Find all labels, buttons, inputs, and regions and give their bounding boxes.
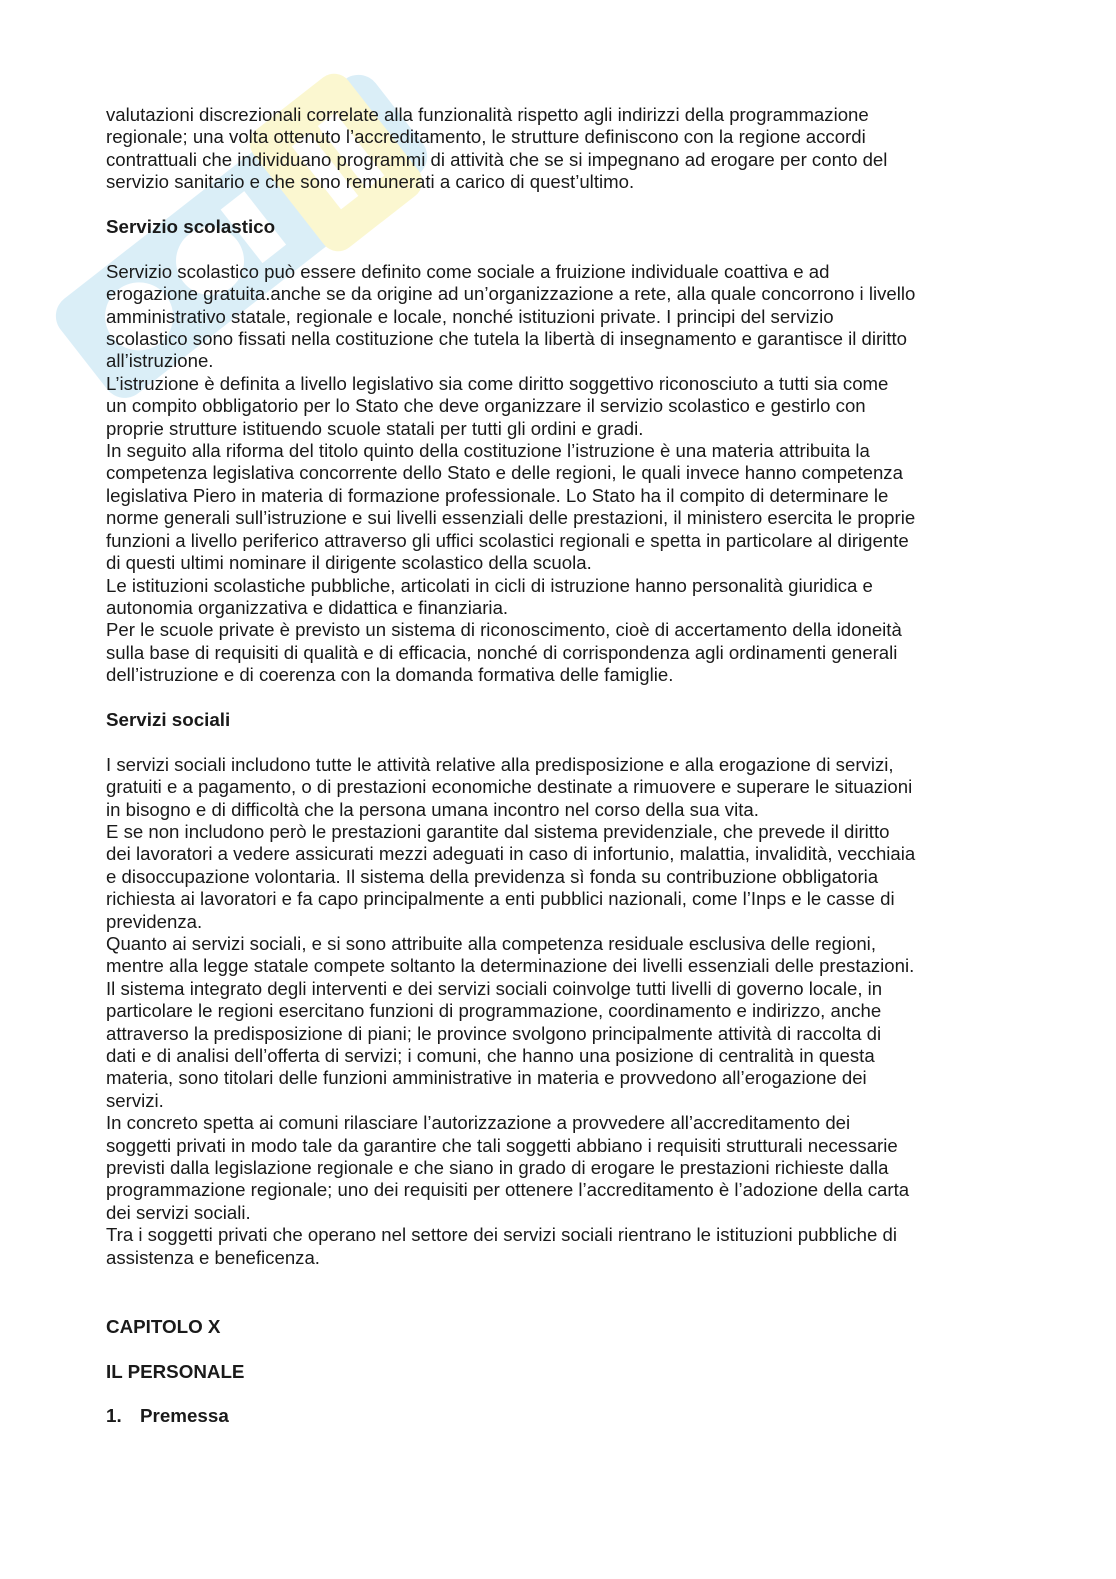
text-line: erogazione gratuita.anche se da origine ad un’organizzazione a rete, alla quale concorrono i livello — [106, 283, 916, 305]
text-line: previsti dalla legislazione regionale e che siano in grado di erogare le prestazioni richieste dalla — [106, 1157, 889, 1179]
text-line: In concreto spetta ai comuni rilasciare l’autorizzazione a provvedere all’accreditamento dei — [106, 1112, 851, 1134]
text-line: sulla base di requisiti di qualità e di efficacia, nonché di corrispondenza agli ordinamenti generali — [106, 641, 898, 663]
text-line: servizio sanitario e che sono remunerati a carico di quest’ultimo. — [106, 171, 635, 193]
section-number: 1. — [106, 1405, 122, 1427]
text-line: legislativa Piero in materia di formazione professionale. Lo Stato ha il compito di determinare le — [106, 484, 889, 506]
text-line: mentre alla legge statale compete soltanto la determinazione dei livelli essenziali delle prestazioni. — [106, 955, 915, 977]
text-line: programmazione regionale; uno dei requisiti per ottenere l’accreditamento è l’adozione della carta — [106, 1179, 910, 1201]
text-line: attraverso la predisposizione di piani; le province svolgono principalmente attività di raccolta di — [106, 1022, 882, 1044]
sociali-body — [106, 754, 1011, 1269]
text-line: funzioni a livello periferico attraverso gli uffici scolastici regionali e spetta in particolare al dirigente — [106, 529, 909, 551]
text-line: soggetti privati in modo tale da garantire che tali soggetti abbiano i requisiti strutturali necessarie — [106, 1134, 898, 1156]
text-line: assistenza e beneficenza. — [106, 1246, 320, 1268]
text-line: In seguito alla riforma del titolo quinto della costituzione l’istruzione è una materia attribuita la — [106, 440, 870, 462]
text-line: e disoccupazione volontaria. Il sistema della previdenza sì fonda su contribuzione obbligatoria — [106, 865, 879, 887]
heading-servizio-scolastico: Servizio scolastico — [106, 216, 276, 238]
text-line: gratuiti e a pagamento, o di prestazioni economiche destinate a rimuovere e superare le situazioni — [106, 776, 913, 798]
heading-servizi-sociali: Servizi sociali — [106, 708, 231, 730]
text-line: richiesta ai lavoratori e fa capo principalmente a enti pubblici nazionali, come l’Inps e le casse di — [106, 888, 895, 910]
text-line: E se non includono però le prestazioni garantite dal sistema previdenziale, che prevede il diritto — [106, 820, 890, 842]
text-line: dei servizi sociali. — [106, 1201, 251, 1223]
text-line: amministrativo statale, regionale e locale, nonché istituzioni private. I principi del servizio — [106, 305, 834, 327]
text-line: regionale; una volta ottenuto l’accreditamento, le strutture definiscono con la regione accordi — [106, 126, 866, 148]
text-line: Tra i soggetti privati che operano nel settore dei servizi sociali rientrano le istituzioni pubbliche di — [106, 1224, 897, 1246]
text-line: particolare le regioni esercitano funzioni di programmazione, coordinamento e indirizzo, anche — [106, 1000, 882, 1022]
text-line: dell’istruzione e di coerenza con la domanda formativa delle famiglie. — [106, 664, 674, 686]
text-line: di questi ultimi nominare il dirigente scolastico della scuola. — [106, 552, 592, 574]
text-line: Le istituzioni scolastiche pubbliche, articolati in cicli di istruzione hanno personalità giuridica e — [106, 574, 873, 596]
text-line: previdenza. — [106, 910, 203, 932]
text-line: competenza legislativa concorrente dello Stato e delle regioni, le quali invece hanno competenza — [106, 462, 903, 484]
text-line: valutazioni discrezionali correlate alla funzionalità rispetto agli indirizzi della programmazione — [106, 104, 869, 125]
document-page — [106, 104, 1011, 1428]
scolastico-body — [106, 261, 1011, 687]
text-line: Quanto ai servizi sociali, e si sono attribuite alla competenza residuale esclusiva delle regioni, — [106, 932, 876, 954]
text-line: scolastico sono fissati nella costituzione che tutela la libertà di insegnamento e garantisce il diritto — [106, 328, 908, 350]
text-line: contrattuali che individuano programmi di attività che se si impegnano ad erogare per conto del — [106, 148, 888, 170]
text-line: dati e di analisi dell’offerta di servizi; i comuni, che hanno una posizione di centralità in questa — [106, 1045, 875, 1066]
text-line: L’istruzione è definita a livello legislativo sia come diritto soggettivo riconosciuto a tutti sia come — [106, 372, 889, 394]
text-line: servizi. — [106, 1089, 164, 1111]
section-heading-premessa — [106, 1405, 1011, 1427]
text-line: all’istruzione. — [106, 350, 214, 372]
text-line: in bisogno e di difficoltà che la persona umana incontro nel corso della sua vita. — [106, 798, 759, 820]
chapter-title: IL PERSONALE — [106, 1360, 245, 1382]
text-line: I servizi sociali includono tutte le attività relative alla predisposizione e alla erogazione di servizi, — [106, 753, 894, 775]
intro-paragraph — [106, 104, 1011, 194]
text-line: un compito obbligatorio per lo Stato che deve organizzare il servizio scolastico e gestirlo con — [106, 395, 866, 417]
text-line: Servizio scolastico può essere definito come sociale a fruizione individuale coattiva e ad — [106, 260, 830, 282]
section-title: Premessa — [140, 1405, 229, 1427]
text-line: dei lavoratori a vedere assicurati mezzi adeguati in caso di infortunio, malattia, invalidità, vecchiaia — [106, 843, 916, 865]
chapter-label: CAPITOLO X — [106, 1315, 221, 1337]
text-line: materia, sono titolari delle funzioni amministrative in materia e provvedono all’erogazione dei — [106, 1067, 867, 1089]
text-line: Per le scuole private è previsto un sistema di riconoscimento, cioè di accertamento della idoneità — [106, 619, 902, 641]
text-line: Il sistema integrato degli interventi e dei servizi sociali coinvolge tutti livelli di governo locale, in — [106, 977, 883, 999]
text-line: norme generali sull’istruzione e sui livelli essenziali delle prestazioni, il ministero esercita le proprie — [106, 507, 916, 529]
text-line: proprie strutture istituendo scuole statali per tutti gli ordini e gradi. — [106, 417, 644, 439]
text-line: autonomia organizzativa e didattica e finanziaria. — [106, 596, 509, 618]
